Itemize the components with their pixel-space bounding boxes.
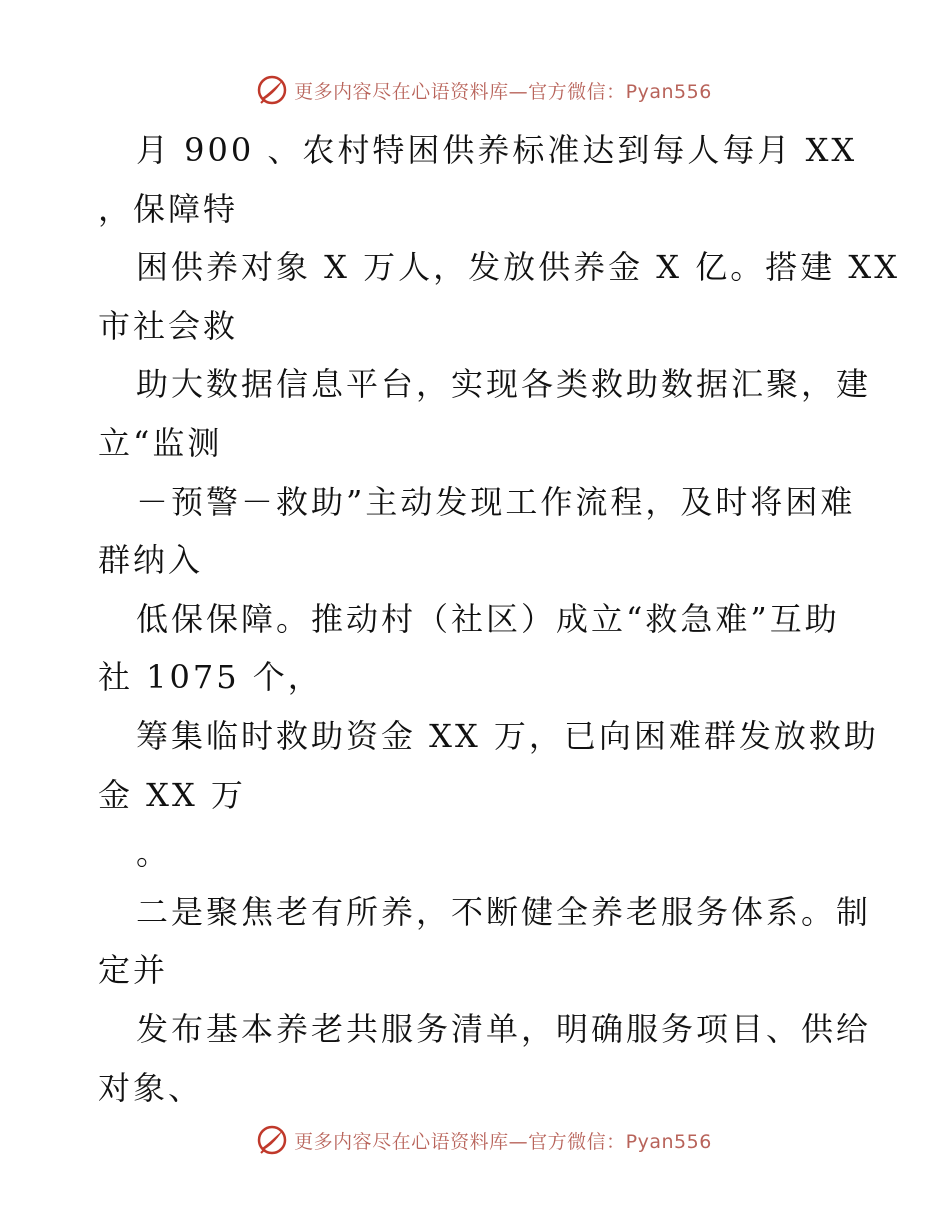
body-line: 二是聚焦老有所养，不断健全养老服务体系。制 bbox=[136, 892, 872, 931]
body-line: ，保障特 bbox=[98, 189, 239, 228]
body-line: 定并 bbox=[98, 951, 169, 990]
body-line: 筹集临时救助资金 XX 万，已向困难群发放救助 bbox=[136, 716, 879, 755]
document-body bbox=[98, 121, 900, 1117]
header-brand bbox=[256, 74, 712, 106]
body-line: 发布基本养老共服务清单，明确服务项目、供给 bbox=[136, 1009, 872, 1048]
quill-logo-icon bbox=[256, 74, 288, 106]
header-watermark-text: 更多内容尽在心语资料库—官方微信：Pyan556 bbox=[294, 80, 712, 103]
quill-logo-icon bbox=[256, 1124, 288, 1156]
footer-watermark-text: 更多内容尽在心语资料库—官方微信：Pyan556 bbox=[294, 1130, 712, 1153]
body-line: 。 bbox=[136, 834, 172, 873]
body-line: 低保保障。推动村（社区）成立“救急难”互助 bbox=[136, 599, 840, 638]
footer-brand bbox=[256, 1124, 712, 1156]
page-header-watermark bbox=[0, 70, 950, 110]
body-line: 对象、 bbox=[98, 1068, 204, 1107]
body-line: 市社会救 bbox=[98, 306, 239, 345]
body-line: 立“监测 bbox=[98, 423, 223, 462]
body-line: －预警－救助”主动发现工作流程，及时将困难 bbox=[136, 482, 856, 521]
page-footer-watermark bbox=[0, 1120, 950, 1160]
body-line: 困供养对象 X 万人，发放供养金 X 亿。搭建 XX bbox=[136, 248, 900, 287]
body-line: 社 1075 个， bbox=[98, 658, 323, 697]
body-line: 群纳入 bbox=[98, 541, 204, 580]
body-line: 助大数据信息平台，实现各类救助数据汇聚，建 bbox=[136, 365, 872, 404]
body-line: 月 900 、农村特困供养标准达到每人每月 XX bbox=[136, 131, 858, 169]
body-line: 金 XX 万 bbox=[98, 775, 246, 814]
